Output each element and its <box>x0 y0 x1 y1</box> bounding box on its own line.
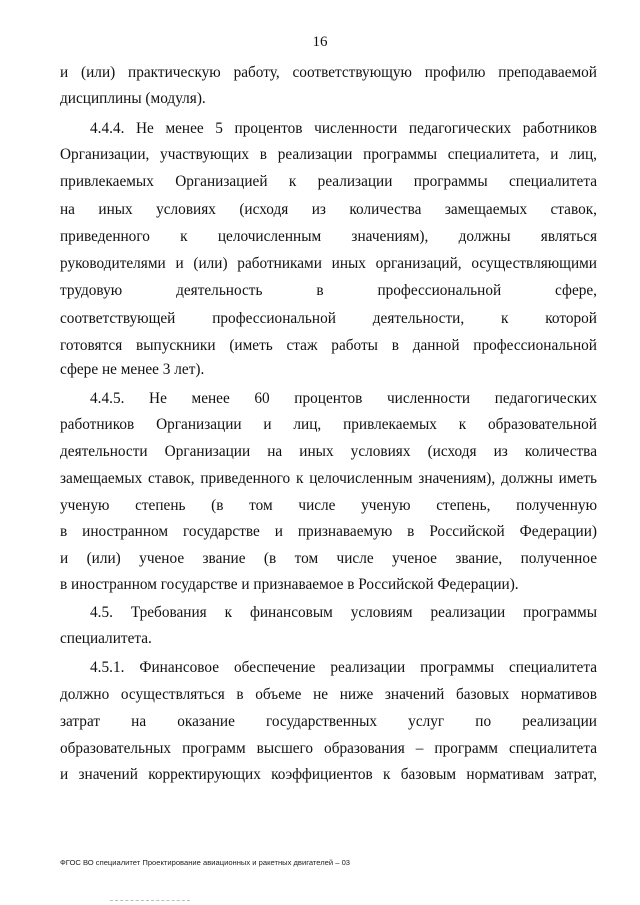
paragraph-4-4-5-start: 4.4.5. Не менее 60 процентов численности педагогических <box>90 390 597 407</box>
text-line: замещаемых ставок, приведенного к целочисленным значениям), должны иметь <box>60 470 597 487</box>
text-line: соответствующей профессиональной деятельности, к которой <box>60 310 597 327</box>
text-line: сфере не менее 3 лет). <box>60 361 205 378</box>
text-line: в иностранном государстве и признаваемое в Российской Федерации). <box>60 576 519 593</box>
text-line: специалитета. <box>60 630 152 647</box>
text-line: и (или) ученое звание (в том числе ученое звание, полученное <box>60 550 597 567</box>
text-line: должно осуществляться в объеме не ниже значений базовых нормативов <box>60 686 597 703</box>
text-line: руководителями и (или) работниками иных организаций, осуществляющими <box>60 255 597 272</box>
text-line: деятельности Организации на иных условиях (исходя из количества <box>60 443 597 460</box>
page-footer: ФГОС ВО специалитет Проектирование авиационных и ракетных двигателей – 03 <box>60 858 351 867</box>
text-line: работников Организации и лиц, привлекаемых к образовательной <box>60 416 597 433</box>
text-line: затрат на оказание государственных услуг по реализации <box>60 713 597 730</box>
text-line: образовательных программ высшего образования – программ специалитета <box>60 740 597 757</box>
text-line: ученую степень (в том числе ученую степень, полученную <box>60 497 597 514</box>
text-line: и (или) практическую работу, соответствующую профилю преподаваемой <box>60 64 597 81</box>
text-line: Организации, участвующих в реализации программы специалитета, и лиц, <box>60 146 597 163</box>
text-line: трудовую деятельность в профессиональной сфере, <box>60 282 597 299</box>
paragraph-4-4-4-start: 4.4.4. Не менее 5 процентов численности педагогических работников <box>90 120 597 137</box>
text-line: на иных условиях (исходя из количества замещаемых ставок, <box>60 201 597 218</box>
scan-edge-mark <box>110 900 190 902</box>
text-line: дисциплины (модуля). <box>60 90 206 107</box>
page-number: 16 <box>312 34 328 50</box>
text-line: привлекаемых Организацией к реализации программы специалитета <box>60 173 597 190</box>
paragraph-4-5-1-start: 4.5.1. Финансовое обеспечение реализации программы специалитета <box>90 659 597 676</box>
text-line: готовятся выпускники (иметь стаж работы в данной профессиональной <box>60 337 597 354</box>
section-4-5-heading: 4.5. Требования к финансовым условиям реализации программы <box>90 604 597 621</box>
text-line: приведенного к целочисленным значениям), должны являться <box>60 228 597 245</box>
text-line: в иностранном государстве и признаваемую в Российской Федерации) <box>60 523 597 540</box>
text-line: и значений корректирующих коэффициентов к базовым нормативам затрат, <box>60 766 597 783</box>
